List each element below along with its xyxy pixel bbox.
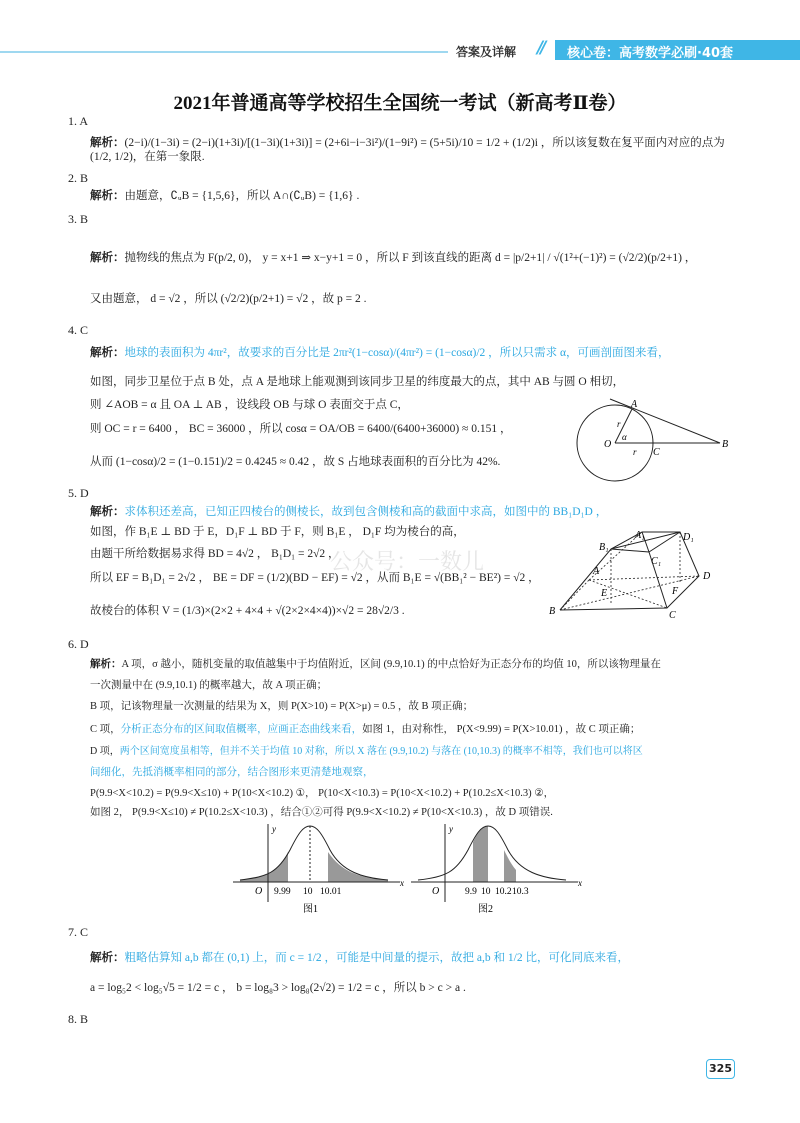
shaded-region-9.9-10 xyxy=(473,826,488,882)
q6-line3: B 项，记该物理量一次测量的结果为 X，则 P(X>10) = P(X>μ) = 0.5 ，故 B 项正确； xyxy=(90,701,474,712)
q3-answer: 3. B xyxy=(68,212,89,226)
q6-figure-1 xyxy=(228,822,408,917)
figure-caption: 图2 xyxy=(478,904,493,915)
header-rule xyxy=(0,51,448,53)
q3-line: 抛物线的焦点为 F(p/2, 0)， y = x+1 ⇒ x−y+1 = 0 ，所以 F 到该直线的距离 d = |p/2+1| / √(1²+(−1)²) = (√2/2)(p/2+1) ， xyxy=(124,252,697,264)
q4-line5: 从而 (1−cosα)/2 = (1−0.151)/2 = 0.4245 ≈ 0.42 ，故 S 占地球表面积的百分比为 42%. xyxy=(90,456,501,468)
normal-curve xyxy=(418,826,566,880)
q6-line7: P(9.9<X<10.2) = P(9.9<X≤10) + P(10<X<10.2) ①， P(10<X<10.3) = P(10<X<10.2) + P(10.2≤X<10.3) ②， xyxy=(90,788,555,799)
q1-solution xyxy=(90,135,735,164)
q7-answer: 7. C xyxy=(68,925,89,939)
q3-line2: 又由题意， d = √2 ，所以 (√2/2)(p/2+1) = √2 ，故 p = 2 . xyxy=(90,293,367,305)
q6-line5-a: D 项， xyxy=(90,746,120,757)
x-label: x xyxy=(400,878,404,888)
label-O: O xyxy=(604,439,612,450)
y-label: y xyxy=(449,824,453,834)
tick-label: 9.9 xyxy=(465,887,477,897)
label-A1: A₁ xyxy=(635,530,645,541)
shaded-left-tail xyxy=(240,852,288,882)
header-slashes: // xyxy=(537,38,544,58)
q7-solution xyxy=(90,950,735,965)
q6-line1: A 项，σ 越小，随机变量的取值越集中于均值附近，区间 (9.9,10.1) 的中点恰好为正态分布的均值 10，所以该物理量在 xyxy=(121,659,661,670)
tick-label: 10.01 xyxy=(320,887,342,897)
q5-line4: 所以 EF = B₁D₁ = 2√2 ， BE = DF = (1/2)(BD − EF) = √2 ，从而 B₁E = √(BB₁² − BE²) = √2 ， xyxy=(90,572,540,584)
label-E: E xyxy=(601,588,608,599)
label-C: C xyxy=(669,610,676,620)
q6-solution xyxy=(90,657,735,672)
page-title: 2021年普通高等学校招生全国统一考试（新高考Ⅱ卷） xyxy=(173,93,627,114)
label-B: B xyxy=(549,606,556,617)
origin-label: O xyxy=(432,886,440,897)
banner-text: 核心卷：高考数学必刷·40套 xyxy=(567,46,734,61)
q2-answer: 2. B xyxy=(68,171,89,185)
label-D1: D₁ xyxy=(683,532,694,543)
tick-label: 10 xyxy=(481,887,491,897)
q5-line2: 如图，作 B₁E ⊥ BD 于 E，D₁F ⊥ BD 于 F，则 B₁E ， D₁F 均为棱台的高， xyxy=(90,526,465,538)
q3-solution xyxy=(90,250,735,265)
q4-line3: 则 ∠AOB = α 且 OA ⊥ AB ，设线段 OB 与球 O 表面交于点 C， xyxy=(90,399,409,411)
label-B1: B₁ xyxy=(599,542,609,553)
q2-solution xyxy=(90,188,735,203)
solution-label: 解析： xyxy=(90,345,125,359)
solution-label: 解析： xyxy=(90,250,125,264)
solution-label: 解析： xyxy=(90,658,122,670)
label-A: A xyxy=(631,399,638,410)
solution-label: 解析： xyxy=(90,135,125,149)
label-D: D xyxy=(703,571,711,582)
header-section: 答案及详解 xyxy=(456,45,517,59)
y-label: y xyxy=(272,824,276,834)
label-alpha: α xyxy=(622,432,627,442)
x-label: x xyxy=(578,878,582,888)
label-r2: r xyxy=(633,447,637,457)
q6-line4-a: C 项， xyxy=(90,724,121,735)
q5-answer: 5. D xyxy=(68,486,89,500)
q5-hint: 求体积还差高，已知正四棱台的侧棱长，故到包含侧棱和高的截面中求高，如图中的 BB₁D₁D ， xyxy=(124,506,608,518)
q1-line: (2−i)/(1−3i) = (2−i)(1+3i)/[(1−3i)(1+3i)] = (2+6i−i−3i²)/(1−9i²) = (5+5i)/10 = 1/2 + (1/2)i ，所以该复数在复平面内对应的点为 (1/2, 1/2)，在第一象限. xyxy=(90,137,725,163)
q6-line4-b: 如图 1，由对称性， P(X<9.99) = P(X>10.01) ，故 C 项正确； xyxy=(362,724,641,735)
label-F: F xyxy=(672,586,679,597)
q6-line8: 如图 2， P(9.9<X≤10) ≠ P(10.2≤X<10.3) ，结合①②可得 P(9.9<X<10.2) ≠ P(10<X<10.3) ，故 D 项错误. xyxy=(90,807,553,818)
page-number: 325 xyxy=(706,1059,735,1079)
q5-solution xyxy=(90,504,735,519)
q5-line5: 故棱台的体积 V = (1/3)×(2×2 + 4×4 + √(2×2×4×4))×√2 = 28√2/3 . xyxy=(90,605,405,617)
q7-line2: a = log₅2 < log₅√5 = 1/2 = c ， b = log₈3 > log₈(2√2) = 1/2 = c ，所以 b > c > a . xyxy=(90,982,466,994)
label-r1: r xyxy=(617,419,621,429)
q8-answer: 8. B xyxy=(68,1012,89,1026)
q1-answer: 1. A xyxy=(68,114,89,128)
origin-label: O xyxy=(255,886,263,897)
q7-hint: 粗略估算知 a,b 都在 (0,1) 上，而 c = 1/2 ，可能是中间量的提示，故把 a,b 和 1/2 比，可化同底来看， xyxy=(124,952,629,964)
q6-line4-hint: 分析正态分布的区间取值概率，应画正态曲线来看， xyxy=(120,724,363,735)
tick-label: 9.99 xyxy=(274,887,291,897)
q6-line4 xyxy=(90,723,735,737)
q6-line5 xyxy=(90,745,735,759)
watermark: 公众号：一数儿 xyxy=(330,549,485,574)
tick-label: 10.2 xyxy=(495,887,512,897)
figure-caption: 图1 xyxy=(303,904,318,915)
tick-label: 10 xyxy=(303,887,313,897)
shaded-region-10.2-10.3 xyxy=(504,850,516,882)
solution-label: 解析： xyxy=(90,504,125,518)
label-A: A xyxy=(593,566,600,577)
q6-answer: 6. D xyxy=(68,637,89,651)
q4-solution xyxy=(90,345,735,360)
solution-label: 解析： xyxy=(90,950,125,964)
q6-figure-2 xyxy=(408,822,588,917)
q5-line3: 由题干所给数据易求得 BD = 4√2 ， B₁D₁ = 2√2 ， xyxy=(90,548,340,560)
q4-line4: 则 OC = r = 6400 ， BC = 36000 ，所以 cosα = OA/OB = 6400/(6400+36000) ≈ 0.151 ， xyxy=(90,423,512,435)
q4-line2: 如图，同步卫星位于点 B 处，点 A 是地球上能观测到该同步卫星的纬度最大的点，其中 AB 与圆 O 相切， xyxy=(90,376,625,388)
q6-line2: 一次测量中在 (9.9,10.1) 的概率越大，故 A 项正确； xyxy=(90,680,328,691)
shaded-right-tail xyxy=(328,852,388,882)
label-B: B xyxy=(722,439,729,450)
q2-line: 由题意，∁ᵤB = {1,5,6}，所以 A∩(∁ᵤB) = {1,6} . xyxy=(124,190,360,202)
q6-line6: 间细化，先抵消概率相同的部分，结合图形来更清楚地观察， xyxy=(90,767,374,778)
q5-frustum-figure xyxy=(545,528,735,620)
tick-label: 10.3 xyxy=(512,887,529,897)
q6-line5-hint: 两个区间宽度虽相等，但并不关于均值 10 对称，所以 X 落在 (9.9,10.2) 与落在 (10,10.3) 的概率不相等，我们也可以将区 xyxy=(119,746,643,757)
q4-circle-figure xyxy=(570,395,740,490)
q4-answer: 4. C xyxy=(68,323,89,337)
header-banner xyxy=(555,40,800,60)
normal-curve xyxy=(240,826,388,880)
q4-hint: 地球的表面积为 4πr²，故要求的百分比是 2πr²(1−cosα)/(4πr²) = (1−cosα)/2 ，所以只需求 α，可画剖面图来看， xyxy=(124,347,670,359)
label-C1: C₁ xyxy=(651,556,662,567)
label-C: C xyxy=(653,447,660,458)
solution-label: 解析： xyxy=(90,188,125,202)
